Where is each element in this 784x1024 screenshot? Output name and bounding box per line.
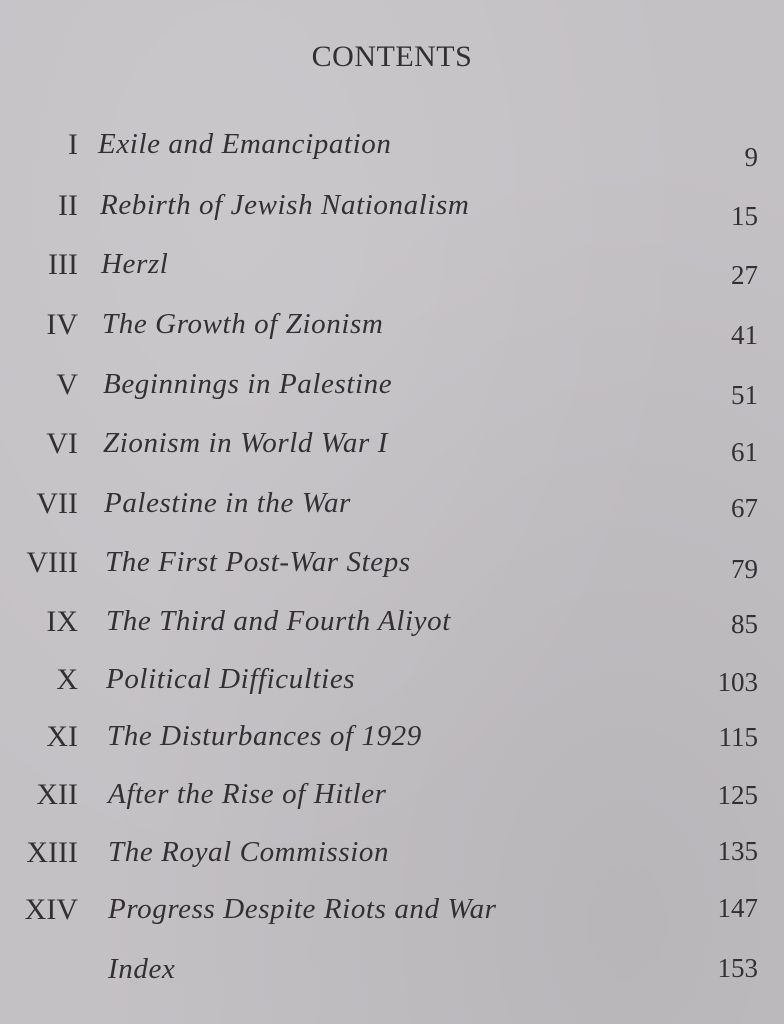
chapter-title: After the Rise of Hitler	[108, 778, 387, 810]
chapter-numeral: XIV	[24, 893, 78, 926]
chapter-title: Progress Despite Riots and War	[108, 893, 497, 925]
chapter-numeral: XIII	[26, 836, 78, 869]
page-number: 135	[717, 836, 758, 866]
toc-entry	[0, 189, 784, 229]
chapter-numeral: VII	[36, 487, 78, 520]
chapter-numeral: IV	[46, 308, 78, 341]
toc-entry	[0, 308, 784, 348]
chapter-numeral: IX	[46, 605, 78, 638]
chapter-numeral: II	[58, 189, 78, 222]
chapter-numeral: XII	[36, 778, 78, 811]
toc-entry	[0, 368, 784, 408]
toc-entry	[0, 953, 784, 993]
index-title: Index	[108, 953, 176, 985]
toc-entry	[0, 128, 784, 172]
page-number: 51	[731, 380, 758, 410]
chapter-title: The Growth of Zionism	[102, 308, 384, 340]
page-number: 147	[717, 893, 758, 923]
page-number: 125	[717, 780, 758, 810]
chapter-title: Rebirth of Jewish Nationalism	[100, 189, 470, 221]
page-number: 61	[731, 437, 758, 467]
page-title: CONTENTS	[311, 40, 473, 73]
page-number: 85	[731, 609, 758, 639]
chapter-title: The Third and Fourth Aliyot	[106, 605, 451, 637]
chapter-numeral: I	[68, 128, 78, 161]
toc-entry	[0, 546, 784, 586]
chapter-title: Zionism in World War I	[103, 427, 389, 459]
toc-entry	[0, 605, 784, 645]
chapter-numeral: V	[56, 368, 78, 401]
page-number: 67	[731, 493, 758, 523]
toc-entry	[0, 720, 784, 760]
chapter-title: Political Difficulties	[106, 663, 356, 695]
chapter-numeral: VIII	[26, 546, 78, 579]
chapter-numeral: X	[56, 663, 78, 696]
page-number: 115	[718, 722, 758, 752]
chapter-title: The Disturbances of 1929	[107, 720, 422, 752]
page-number: 103	[717, 667, 758, 697]
toc-entry	[0, 487, 784, 527]
page-number: 153	[717, 953, 758, 983]
chapter-numeral: VI	[46, 427, 78, 460]
toc-entry	[0, 778, 784, 818]
toc-entry	[0, 836, 784, 876]
toc-entry	[0, 248, 784, 288]
chapter-title: The Royal Commission	[108, 836, 390, 868]
toc-entry	[0, 663, 784, 703]
chapter-title: The First Post-War Steps	[105, 546, 411, 578]
page-number: 79	[731, 554, 758, 584]
toc-entry	[0, 427, 784, 467]
chapter-title: Beginnings in Palestine	[103, 368, 393, 400]
chapter-numeral: XI	[46, 720, 78, 753]
chapter-numeral: III	[48, 248, 78, 281]
chapter-title: Herzl	[101, 248, 169, 280]
toc-entry	[0, 893, 784, 933]
chapter-title: Palestine in the War	[104, 487, 351, 519]
page-number: 15	[731, 201, 758, 231]
page-number: 41	[731, 320, 758, 350]
page-number: 27	[731, 260, 758, 290]
chapter-title: Exile and Emancipation	[98, 128, 392, 160]
page-number: 9	[744, 142, 758, 172]
